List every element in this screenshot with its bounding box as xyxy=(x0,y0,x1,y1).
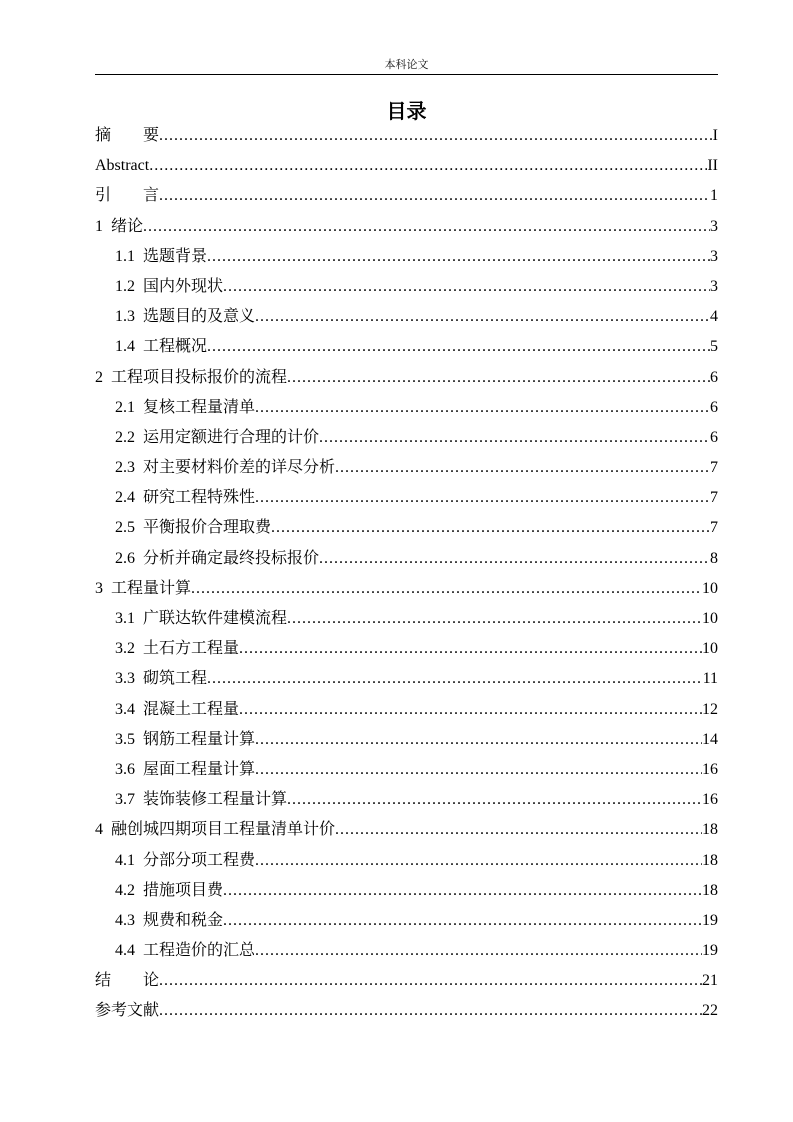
dot-leader xyxy=(335,453,710,483)
toc-entry[interactable] xyxy=(95,483,718,513)
toc-entry[interactable] xyxy=(95,513,718,543)
dot-leader xyxy=(255,846,702,876)
toc-entry-page: I xyxy=(712,127,718,144)
dot-leader xyxy=(255,483,710,513)
toc-entry-number: 3 xyxy=(95,579,103,597)
toc-entry-number: 4.1 xyxy=(115,851,135,869)
toc-entry-number: 1.4 xyxy=(115,338,135,356)
dot-leader xyxy=(255,393,710,423)
toc-entry-label xyxy=(115,876,223,906)
toc-entry-number: 1 xyxy=(95,217,103,235)
toc-entry-text: 绪论 xyxy=(111,217,144,235)
toc-entry[interactable] xyxy=(95,212,718,242)
toc-entry-text: 工程概况 xyxy=(143,338,208,356)
toc-entry-text: 钢筋工程量计算 xyxy=(143,730,256,748)
toc-entry-text: 引 言 xyxy=(95,187,160,205)
toc-entry-text: 分部分项工程费 xyxy=(143,851,256,869)
toc-entry[interactable] xyxy=(95,272,718,302)
toc-entry-page: 14 xyxy=(702,730,718,748)
toc-entry-page: 18 xyxy=(702,821,718,839)
dot-leader xyxy=(287,363,710,393)
toc-entry-page: 19 xyxy=(702,942,718,960)
dot-leader xyxy=(159,121,713,151)
toc-entry-number: 2.5 xyxy=(115,519,135,537)
dot-leader xyxy=(255,755,702,785)
toc-entry[interactable] xyxy=(95,725,718,755)
toc-entry-number: 2.4 xyxy=(115,489,135,507)
toc-entry-number: 2 xyxy=(95,368,103,386)
dot-leader xyxy=(159,966,702,996)
toc-entry-page: 18 xyxy=(702,851,718,869)
toc-entry-page: 16 xyxy=(702,791,718,809)
toc-entry-number: 2.3 xyxy=(115,459,135,477)
toc-entry-page: 3 xyxy=(710,217,718,235)
toc-entry[interactable] xyxy=(95,121,718,151)
toc-entry-page: 21 xyxy=(702,972,718,990)
toc-entry-page: 7 xyxy=(710,519,718,537)
toc-entry[interactable] xyxy=(95,664,718,694)
toc-entry[interactable] xyxy=(95,755,718,785)
toc-entry-text: 融创城四期项目工程量清单计价 xyxy=(111,821,336,839)
toc-entry-page: 3 xyxy=(710,277,718,295)
toc-entry-number: 4 xyxy=(95,821,103,839)
toc-entry[interactable] xyxy=(95,151,718,181)
toc-entry[interactable] xyxy=(95,846,718,876)
toc-entry-number: 2.1 xyxy=(115,398,135,416)
toc-entry-label xyxy=(115,302,255,332)
toc-entry-label xyxy=(95,181,159,211)
dot-leader xyxy=(239,695,702,725)
toc-entry-text: 屋面工程量计算 xyxy=(143,760,256,778)
toc-entry[interactable] xyxy=(95,423,718,453)
toc-entry-number: 3.1 xyxy=(115,610,135,627)
toc-entry[interactable] xyxy=(95,574,718,604)
dot-leader xyxy=(319,544,710,574)
toc-entry-label xyxy=(115,936,255,966)
toc-entry-label xyxy=(115,272,223,302)
toc-entry-number: 3.2 xyxy=(115,640,135,658)
toc-entry[interactable] xyxy=(95,453,718,483)
toc-entry-page: 6 xyxy=(710,398,718,416)
toc-entry-label xyxy=(115,544,319,574)
toc-entry-label xyxy=(95,815,335,845)
toc-entry-page: 8 xyxy=(710,549,718,567)
toc-entry[interactable] xyxy=(95,393,718,423)
toc-entry-text: 土石方工程量 xyxy=(143,640,240,658)
toc-entry[interactable] xyxy=(95,544,718,574)
toc-entry-label xyxy=(95,996,159,1026)
toc-entry-page: 19 xyxy=(702,911,718,929)
dot-leader xyxy=(255,302,710,332)
toc-entry[interactable] xyxy=(95,876,718,906)
toc-entry[interactable] xyxy=(95,242,718,272)
toc-entry-page: 12 xyxy=(702,700,718,718)
dot-leader xyxy=(207,664,703,694)
dot-leader xyxy=(223,906,702,936)
header-rule xyxy=(95,74,718,75)
toc-entry[interactable] xyxy=(95,363,718,393)
toc-entry-page: 1 xyxy=(710,187,718,205)
toc-entry-number: 2.2 xyxy=(115,428,135,446)
toc-entry[interactable] xyxy=(95,181,718,211)
toc-entry[interactable] xyxy=(95,785,718,815)
toc-entry-text: 工程造价的汇总 xyxy=(143,942,256,960)
dot-leader xyxy=(207,332,710,362)
toc-entry-label xyxy=(115,846,255,876)
toc-entry-text: 装饰装修工程量计算 xyxy=(143,791,288,809)
dot-leader xyxy=(271,513,710,543)
toc-entry-page: 10 xyxy=(702,610,718,627)
toc-entry-text: 选题背景 xyxy=(143,247,208,265)
toc-entry-page: 16 xyxy=(702,760,718,778)
toc-entry-page: 6 xyxy=(710,428,718,446)
dot-leader xyxy=(223,272,710,302)
toc-entry-label xyxy=(115,604,287,634)
toc-entry[interactable] xyxy=(95,906,718,936)
toc-entry-text: 对主要材料价差的详尽分析 xyxy=(143,459,336,477)
toc-entry-label xyxy=(95,363,287,393)
toc-entry-label xyxy=(115,513,271,543)
toc-entry-text: 国内外现状 xyxy=(143,277,224,295)
dot-leader xyxy=(149,151,707,181)
toc-entry[interactable] xyxy=(95,966,718,996)
toc-entry-number: 3.4 xyxy=(115,700,135,718)
toc-entry-text: 复核工程量清单 xyxy=(143,398,256,416)
dot-leader xyxy=(191,574,702,604)
toc-entry-text: Abstract xyxy=(95,157,150,175)
toc-entry-text: 工程项目投标报价的流程 xyxy=(111,368,288,386)
toc-entry-text: 措施项目费 xyxy=(143,881,224,899)
toc-entry-label xyxy=(95,212,143,242)
toc-entry-label xyxy=(115,725,255,755)
toc-entry-page: 4 xyxy=(710,308,718,326)
toc-entry-text: 工程量计算 xyxy=(111,579,192,597)
toc-entry-text: 分析并确定最终投标报价 xyxy=(143,549,320,567)
toc-entry-number: 3.6 xyxy=(115,760,135,778)
toc-entry[interactable] xyxy=(95,996,718,1026)
dot-leader xyxy=(287,604,702,634)
dot-leader xyxy=(255,725,702,755)
toc-entry-label xyxy=(115,755,255,785)
dot-leader xyxy=(159,181,710,211)
toc-entry-label xyxy=(115,332,207,362)
toc-entry-text: 摘 要 xyxy=(95,127,160,144)
toc-entry-number: 4.2 xyxy=(115,881,135,899)
toc-entry-page: 10 xyxy=(702,579,718,597)
toc-entry-label xyxy=(115,695,239,725)
toc-entry[interactable] xyxy=(95,936,718,966)
toc-entry-number: 1.2 xyxy=(115,277,135,295)
toc-entry-text: 混凝土工程量 xyxy=(143,700,240,718)
toc-entry-page: 6 xyxy=(710,368,718,386)
toc-entry-label xyxy=(95,574,191,604)
toc-entry-number: 4.3 xyxy=(115,911,135,929)
toc-entry[interactable] xyxy=(95,604,718,634)
toc-entry-text: 广联达软件建模流程 xyxy=(143,610,288,627)
toc-entry-label xyxy=(95,966,159,996)
dot-leader xyxy=(207,242,710,272)
toc-entry-label xyxy=(115,785,287,815)
running-header: 本科论文 xyxy=(384,59,429,71)
dot-leader xyxy=(287,785,702,815)
toc-entry-page: 18 xyxy=(702,881,718,899)
toc-entry[interactable] xyxy=(95,695,718,725)
toc-entry-label xyxy=(115,393,255,423)
toc-entry-label xyxy=(95,121,159,151)
toc-entry-page: 3 xyxy=(710,247,718,265)
toc-entry-label xyxy=(115,453,335,483)
toc-entry-number: 4.4 xyxy=(115,942,135,960)
toc-entry[interactable] xyxy=(95,634,718,664)
toc-entry-text: 平衡报价合理取费 xyxy=(143,519,272,537)
toc-entry-page: II xyxy=(707,157,718,175)
dot-leader xyxy=(239,634,702,664)
toc-entry-text: 参考文献 xyxy=(95,1002,160,1020)
toc-entry-label xyxy=(115,242,207,272)
toc-entry-text: 运用定额进行合理的计价 xyxy=(143,428,320,446)
toc-entry-label xyxy=(115,906,223,936)
toc-entry-page: 5 xyxy=(710,338,718,356)
toc-entry-label xyxy=(115,423,319,453)
toc-entry[interactable] xyxy=(95,815,718,845)
toc-entry-number: 3.7 xyxy=(115,791,135,809)
dot-leader xyxy=(143,212,710,242)
toc-entry[interactable] xyxy=(95,332,718,362)
dot-leader xyxy=(255,936,702,966)
toc-entry-number: 3.3 xyxy=(115,670,135,688)
toc-entry-label xyxy=(115,483,255,513)
toc-entry-text: 规费和税金 xyxy=(143,911,224,929)
toc-entry-label xyxy=(115,634,239,664)
toc-entry-page: 10 xyxy=(702,640,718,658)
toc-entry-text: 选题目的及意义 xyxy=(143,308,256,326)
toc-entry-page: 7 xyxy=(710,459,718,477)
dot-leader xyxy=(335,815,702,845)
toc-entry-number: 1.3 xyxy=(115,308,135,326)
toc-entry[interactable] xyxy=(95,302,718,332)
dot-leader xyxy=(159,996,702,1026)
toc-entry-label xyxy=(95,151,149,181)
toc-entry-number: 2.6 xyxy=(115,549,135,567)
toc-entry-page: 11 xyxy=(702,670,718,688)
toc-entry-text: 研究工程特殊性 xyxy=(143,489,256,507)
table-of-contents xyxy=(95,121,718,1027)
toc-entry-number: 3.5 xyxy=(115,730,135,748)
toc-entry-number: 1.1 xyxy=(115,247,135,265)
dot-leader xyxy=(319,423,710,453)
toc-entry-page: 7 xyxy=(710,489,718,507)
toc-entry-page: 22 xyxy=(702,1002,718,1020)
toc-entry-label xyxy=(115,664,207,694)
dot-leader xyxy=(223,876,702,906)
toc-entry-text: 砌筑工程 xyxy=(143,670,208,688)
toc-entry-text: 结 论 xyxy=(95,972,160,990)
toc-title: 目录 xyxy=(386,99,427,123)
